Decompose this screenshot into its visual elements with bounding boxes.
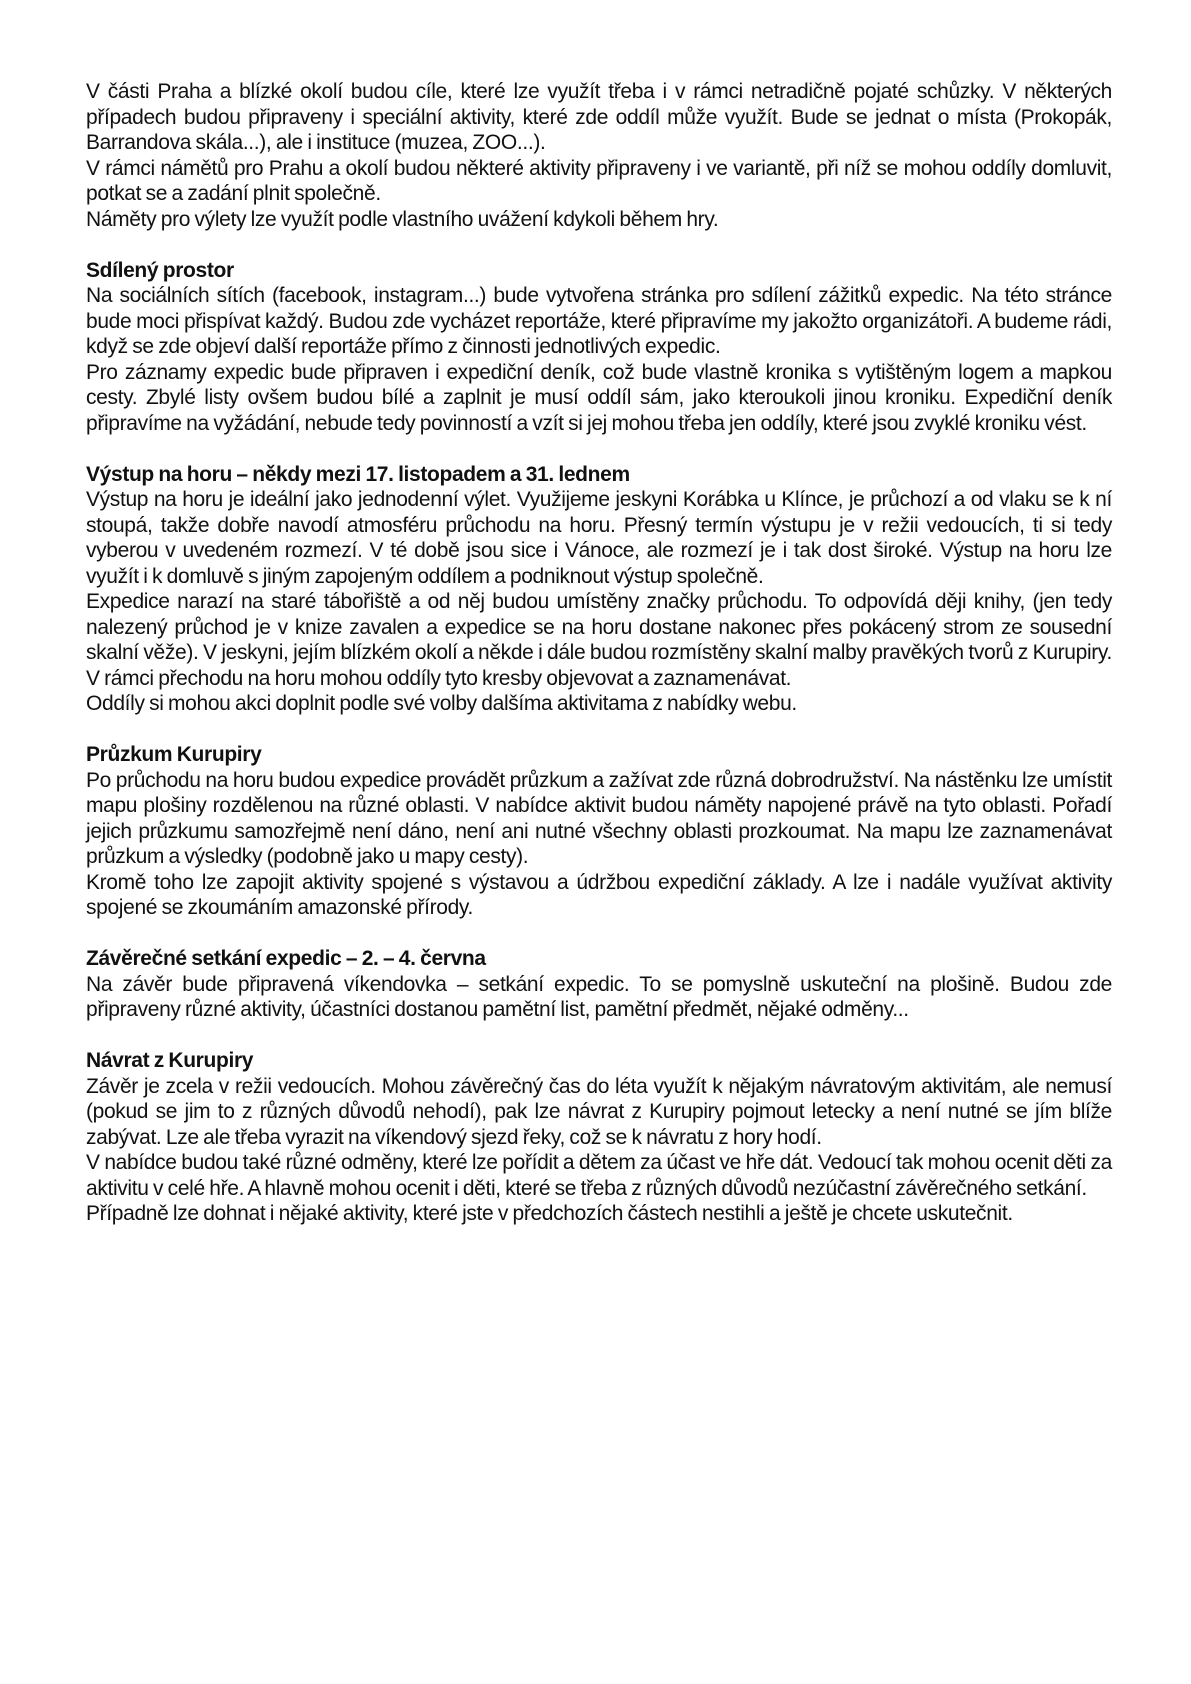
paragraph: V rámci námětů pro Prahu a okolí budou některé aktivity připraveny i ve variantě, při níž se mohou oddíly domluvit, potkat se a zadání plnit společně. [86,156,1112,205]
section-heading: Sdílený prostor [86,258,234,282]
section-vystup-na-horu [86,462,1112,717]
section-pruzkum-kurupiry [86,742,1112,921]
paragraph: Na sociálních sítích (facebook, instagram...) bude vytvořena stránka pro sdílení zážitků expedic. Na této stránce bude moci přispívat každý. Budou zde vycházet reportáže, které připravíme my jakožto organizátoři. A budeme rádi, když se zde objeví další reportáže přímo z činnosti jednotlivých expedic. [86,284,1112,358]
paragraph: Pro záznamy expedic bude připraven i expediční deník, což bude vlastně kronika s vytištěným logem a mapkou cesty. Zbylé listy ovšem budou bílé a zaplnit je musí oddíl sám, jako kteroukoli jinou kroniku. Expediční deník připravíme na vyžádání, nebude tedy povinností a vzít si jej mohou třeba jen oddíly, které jsou zvyklé kroniku vést. [86,360,1112,435]
section-navrat-z-kurupiry [86,1048,1112,1227]
section-praha-okoli [86,79,1112,232]
paragraph: Případně lze dohnat i nějaké aktivity, které jste v předchozích částech nestihli a ještě je chcete uskutečnit. [86,1202,1013,1225]
paragraph: Náměty pro výlety lze využít podle vlastního uvážení kdykoli během hry. [86,207,719,231]
paragraph: V části Praha a blízké okolí budou cíle, které lze využít třeba i v rámci netradičně pojaté schůzky. V některých případech budou připraveny i speciální aktivity, které zde oddíl může využít. Bude se jednat o místa (Prokopák, Barrandova skála...), ale i instituce (muzea, ZOO...). [86,80,1112,154]
paragraph: Závěr je zcela v režii vedoucích. Mohou závěrečný čas do léta využít k nějakým návratovým aktivitám, ale nemusí (pokud se jim to z různých důvodů nehodí), pak lze návrat z Kurupiry pojmout letecky a není nutné se jím blíže zabývat. Lze ale třeba vyrazit na víkendový sjezd řeky, což se k návratu z hory hodí. [86,1074,1112,1149]
section-heading: Návrat z Kurupiry [86,1049,254,1072]
section-heading: Závěrečné setkání expedic – 2. – 4. června [86,947,486,970]
section-sdileny-prostor [86,258,1112,437]
paragraph: Po průchodu na horu budou expedice provádět průzkum a zažívat zde různá dobrodružství. Na nástěnku lze umístit mapu plošiny rozdělenou na různé oblasti. V nabídce aktivit budou náměty napojené právě na tyto oblasti. Pořadí jejich průzkumu samozřejmě není dáno, není ani nutné všechny oblasti prozkoumat. Na mapu lze zaznamenávat průzkum a výsledky (podobně jako u mapy cesty). [86,768,1112,868]
paragraph: V nabídce budou také různé odměny, které lze pořídit a dětem za účast ve hře dát. Vedoucí tak mohou ocenit děti za aktivitu v celé hře. A hlavně mohou ocenit i děti, které se třeba z různých důvodů nezúčastní závěrečného setkání. [86,1151,1112,1200]
paragraph: Oddíly si mohou akci doplnit podle své volby dalšíma aktivitama z nabídky webu. [86,692,797,715]
document-page [86,79,1112,1227]
section-zaverecne-setkani [86,946,1112,1023]
section-heading: Průzkum Kurupiry [86,743,262,766]
paragraph: Výstup na horu je ideální jako jednodenní výlet. Využijeme jeskyni Korábka u Klínce, je průchozí a od vlaku se k ní stoupá, takže dobře navodí atmosféru průchodu na horu. Přesný termín výstupu je v režii vedoucích, ti si tedy vyberou v uvedeném rozmezí. V té době jsou sice i Vánoce, ale rozmezí je i tak dost široké. Výstup na horu lze využít i k domluvě s jiným zapojeným oddílem a podniknout výstup společně. [86,488,1112,588]
paragraph: Na závěr bude připravená víkendovka – setkání expedic. To se pomyslně uskuteční na plošině. Budou zde připraveny různé aktivity, účastníci dostanou pamětní list, pamětní předmět, nějaké odměny... [86,972,1112,1021]
section-heading: Výstup na horu – někdy mezi 17. listopadem a 31. lednem [86,462,630,486]
paragraph: Expedice narazí na staré tábořiště a od něj budou umístěny značky průchodu. To odpovídá ději knihy, (jen tedy nalezený průchod je v knize zavalen a expedice se na horu dostane nakonec přes pokácený strom ze sousední skalní věže). V jeskyni, jejím blízkém okolí a někde i dále budou rozmístěny skalní malby pravěkých tvorů z Kurupiry. V rámci přechodu na horu mohou oddíly tyto kresby objevovat a zaznamenávat. [86,590,1112,690]
paragraph: Kromě toho lze zapojit aktivity spojené s výstavou a údržbou expediční základy. A lze i nadále využívat aktivity spojené se zkoumáním amazonské přírody. [86,870,1112,919]
